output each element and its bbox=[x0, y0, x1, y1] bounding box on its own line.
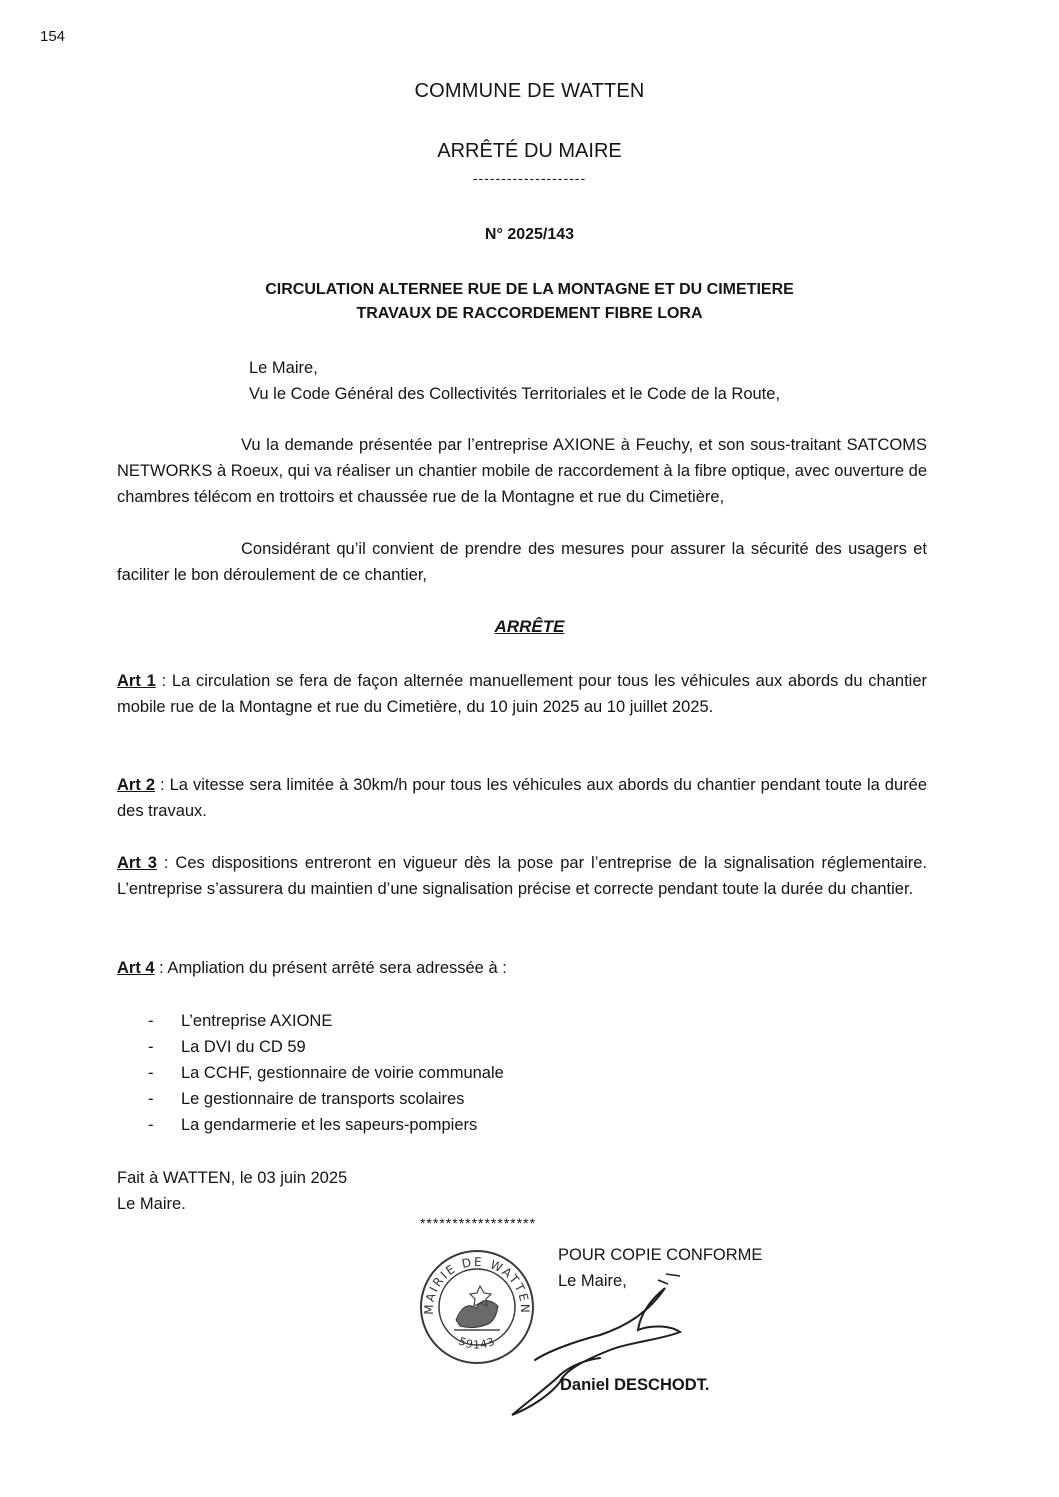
signed-place-date: Fait à WATTEN, le 03 juin 2025 bbox=[117, 1169, 348, 1187]
article-4 bbox=[117, 955, 927, 981]
article-1-text: : La circulation se fera de façon alternée manuellement pour tous les véhicules aux abords du chantier mobile rue de la Montagne et rue du Cimetière, du 10 juin 2025 au 10 juillet 2025. bbox=[117, 672, 927, 716]
list-item: - Le gestionnaire de transports scolaires bbox=[148, 1086, 848, 1112]
closing-le-maire: Le Maire. bbox=[117, 1195, 186, 1213]
preamble-vu-demande: Vu la demande présentée par l’entreprise AXIONE à Feuchy, et son sous-traitant SATCOMS NETWORKS à Roeux, qui va réaliser un chantier mobile de raccordement à la fibre optique, avec ouverture de chambres télécom en trottoirs et chaussée rue de la Montagne et rue du Cimetière, bbox=[117, 436, 927, 506]
preamble-le-maire: Le Maire, bbox=[249, 359, 318, 377]
article-3-text: : Ces dispositions entreront en vigueur dès la pose par l’entreprise de la signalisation réglementaire. L’entreprise s’assurera du maintien d’une signalisation précise et correcte pendant toute la durée du chantier. bbox=[117, 854, 927, 898]
list-item: - L’entreprise AXIONE bbox=[148, 1008, 848, 1034]
article-1 bbox=[117, 668, 927, 720]
article-1-label: Art 1 bbox=[117, 672, 156, 690]
decree-number: N° 2025/143 bbox=[484, 226, 575, 243]
article-3 bbox=[117, 850, 927, 902]
copie-le-maire: Le Maire, bbox=[558, 1272, 627, 1290]
decree-title: ARRÊTÉ DU MAIRE bbox=[437, 140, 622, 162]
svg-text:59143: 59143 bbox=[456, 1334, 498, 1352]
decree-subject bbox=[0, 278, 1059, 326]
article-2-text: : La vitesse sera limitée à 30km/h pour tous les véhicules aux abords du chantier pendant toute la durée des travaux. bbox=[117, 776, 927, 820]
signature-icon bbox=[490, 1270, 690, 1420]
article-4-label: Art 4 bbox=[117, 959, 155, 977]
article-2-label: Art 2 bbox=[117, 776, 156, 794]
page-number: 154 bbox=[40, 28, 66, 45]
recipient-list bbox=[148, 1008, 848, 1138]
list-item: - La CCHF, gestionnaire de voirie communale bbox=[148, 1060, 848, 1086]
article-3-label: Art 3 bbox=[117, 854, 157, 872]
article-4-text: : Ampliation du présent arrêté sera adressée à : bbox=[154, 959, 507, 977]
arrete-heading: ARRÊTE bbox=[494, 617, 565, 636]
commune-heading: COMMUNE DE WATTEN bbox=[414, 80, 645, 102]
preamble-considerant: Considérant qu’il convient de prendre des mesures pour assurer la sécurité des usagers et faciliter le bon déroulement de ce chantier, bbox=[117, 540, 927, 584]
copie-conforme: POUR COPIE CONFORME bbox=[558, 1246, 763, 1264]
subject-line-1: CIRCULATION ALTERNEE RUE DE LA MONTAGNE ET DU CIMETIERE bbox=[265, 281, 794, 298]
signer-name: Daniel DESCHODT. bbox=[560, 1376, 710, 1394]
list-item: - La DVI du CD 59 bbox=[148, 1034, 848, 1060]
subject-line-2: TRAVAUX DE RACCORDEMENT FIBRE LORA bbox=[356, 305, 703, 322]
list-item: - La gendarmerie et les sapeurs-pompiers bbox=[148, 1112, 848, 1138]
preamble-vu-code: Vu le Code Général des Collectivités Territoriales et le Code de la Route, bbox=[249, 385, 781, 403]
article-2 bbox=[117, 772, 927, 824]
svg-text:MAIRIE DE WATTEN: MAIRIE DE WATTEN bbox=[421, 1254, 533, 1315]
stars-separator: ****************** bbox=[420, 1215, 537, 1231]
title-separator: -------------------- bbox=[472, 170, 587, 186]
mayor-signature bbox=[490, 1270, 690, 1420]
